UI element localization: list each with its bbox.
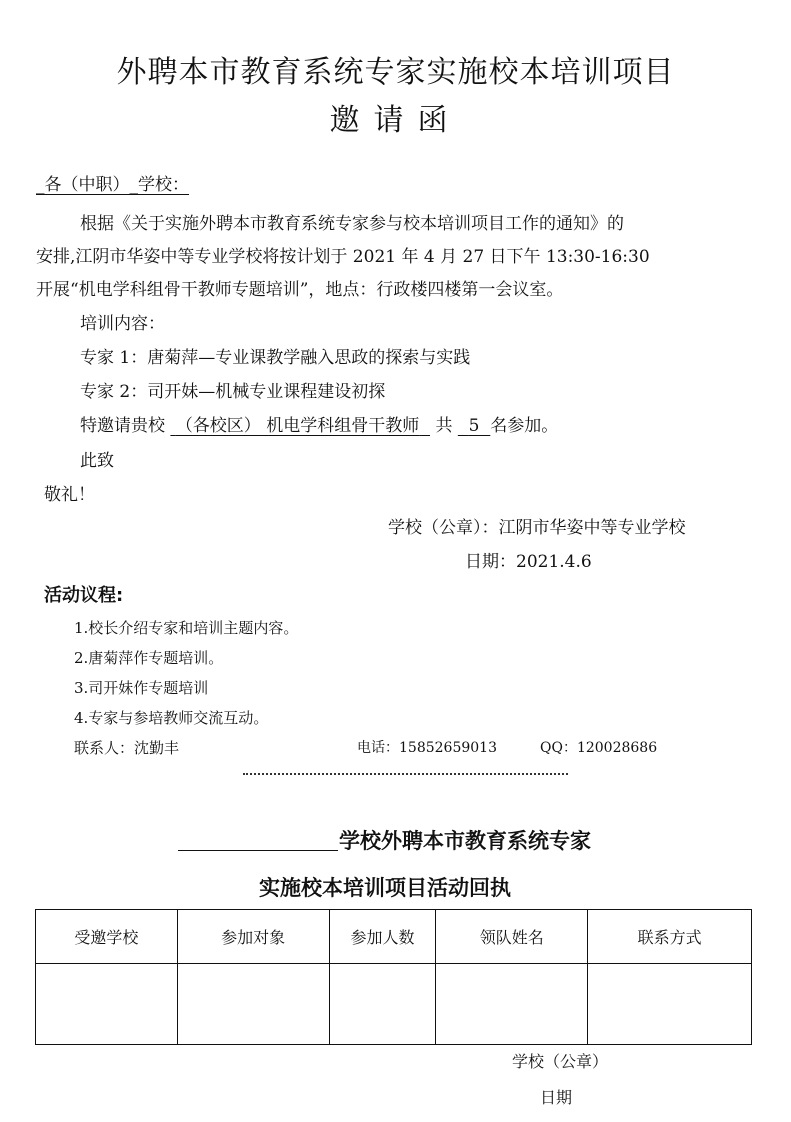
letter-date: 日期：2021.4.6 <box>465 552 592 572</box>
cell-participants[interactable] <box>177 964 329 1045</box>
expert2-line: 专家 2：司开妹—机械专业课程建设初探 <box>80 382 386 402</box>
receipt-seal-label: 学校（公章） <box>512 1052 609 1071</box>
cell-leader[interactable] <box>436 964 588 1045</box>
invite-count: 5 <box>468 416 480 436</box>
col-header-school: 受邀学校 <box>36 910 178 964</box>
school-name-blank <box>178 850 338 851</box>
agenda-item: 4.专家与参培教师交流互动。 <box>74 709 269 727</box>
col-header-contact: 联系方式 <box>588 910 752 964</box>
invite-prefix: 特邀请贵校 <box>80 416 165 436</box>
title-line2: 邀请函 <box>329 103 462 138</box>
agenda-item: 1.校长介绍专家和培训主题内容。 <box>74 619 299 637</box>
agenda-item: 2.唐菊萍作专题培训。 <box>74 649 224 667</box>
receipt-title-line1: 学校外聘本市教育系统专家 <box>339 829 591 853</box>
col-header-leader: 领队姓名 <box>436 910 588 964</box>
para-line2: 安排,江阴市华姿中等专业学校将按计划于 2021 年 4 月 27 日下午 13:30-16:30 <box>36 247 650 267</box>
closing-2: 敬礼！ <box>44 485 95 505</box>
receipt-table <box>35 909 752 1045</box>
cut-line-divider <box>243 765 568 775</box>
receipt-date-label: 日期 <box>540 1088 573 1107</box>
table-header-row <box>36 910 752 964</box>
contact-phone: 电话：15852659013 <box>357 740 497 756</box>
invite-gong: 共 <box>435 416 453 436</box>
agenda-title: 活动议程: <box>44 585 124 606</box>
cell-school[interactable] <box>36 964 178 1045</box>
contact-qq: QQ：120028686 <box>540 740 658 756</box>
invite-suffix: 名参加。 <box>490 416 559 436</box>
table-row <box>36 964 752 1045</box>
addressee: _各（中职）_学校： <box>36 175 189 195</box>
expert1-line: 专家 1：唐菊萍—专业课教学融入思政的探索与实践 <box>80 348 471 368</box>
col-header-count: 参加人数 <box>329 910 436 964</box>
content-label: 培训内容： <box>80 314 165 334</box>
col-header-participants: 参加对象 <box>177 910 329 964</box>
cell-count[interactable] <box>329 964 436 1045</box>
para-line3: 开展“机电学科组骨干教师专题培训”，地点：行政楼四楼第一会议室。 <box>36 280 564 300</box>
cell-contact[interactable] <box>588 964 752 1045</box>
agenda-item: 3.司开妹作专题培训 <box>74 679 209 697</box>
school-seal: 学校（公章）：江阴市华姿中等专业学校 <box>388 518 686 538</box>
invite-line <box>80 410 558 443</box>
invite-target: （各校区） 机电学科组骨干教师 <box>175 416 420 436</box>
contact-person: 联系人：沈勤丰 <box>74 739 180 757</box>
para-line1: 根据《关于实施外聘本市教育系统专家参与校本培训项目工作的通知》的 <box>80 214 624 234</box>
receipt-title-line2: 实施校本培训项目活动回执 <box>259 876 511 900</box>
closing-1: 此致 <box>80 451 114 471</box>
title-line1: 外聘本市教育系统专家实施校本培训项目 <box>116 55 675 90</box>
